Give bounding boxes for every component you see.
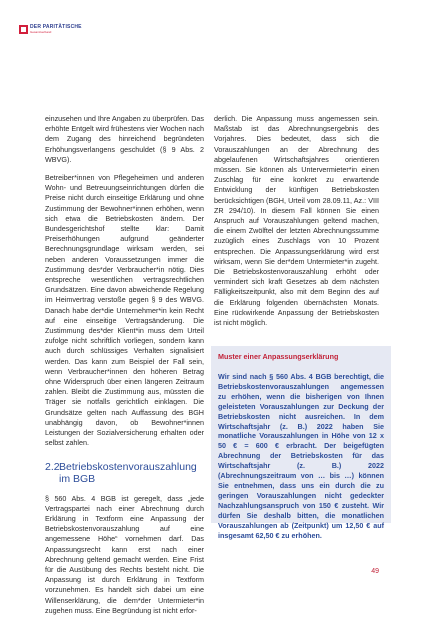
right-column [214, 114, 379, 336]
logo-mark-icon [19, 25, 28, 34]
section-title: Betriebskostenvorauszahlung im BGB [59, 460, 197, 485]
logo-name: DER PARITÄTISCHE [30, 24, 82, 30]
left-paragraph-3: § 560 Abs. 4 BGB ist geregelt, dass „jede Vertragspartei nach einer Abrechnung durch Erklärung in Textform eine Anpassung der Betriebskostenvorauszahlung auf eine angemessene Höhe“ vornehmen darf. Das Anpassungsrecht kann erst nach einer Abrechnung geltend gemacht werden. Eine Frist für die Ausübung des Rechts besteht nicht. Die Anpassung ist durch Erklärung in Textform vorzunehmen. Es handelt sich dabei um eine Willenserklärung, die dem*der Untermieter*in zugehen muss. Eine Begründung ist nicht erfor- [45, 493, 204, 615]
page-number: 49 [371, 568, 379, 575]
left-column [45, 114, 204, 624]
publisher-logo [19, 25, 82, 34]
section-number: 2.2. [45, 460, 63, 473]
left-paragraph-1: einzusehen und Ihre Angaben zu überprüfen. Das erhöhte Entgelt wird frühestens vier Wochen nach dem Zugang des hinreichend begründeten Erhöhungsverlangens geschuldet (§ 9 Abs. 2 WBVG). [45, 114, 204, 164]
box-body: Wir sind nach § 560 Abs. 4 BGB berechtigt, die Betriebskostenvorauszahlungen angemessen zu erhöhen, wenn die bisherigen von Ihnen geleisteten Vorauszahlungen zur Deckung der Betriebskosten nicht ausreichen. In dem Wirtschaftsjahr (z. B.) 2022 haben Sie monatliche Vorauszahlungen in Höhe von 12 x 50 € = 600 € erbracht. Der beigefügten Abrechnung der Betriebskosten für das Wirtschaftsjahr (z. B.) 2022 (Abrechnungszeitraum von … bis …) können Sie entnehmen, dass uns ein durch die zu geringen Vorauszahlungen nicht gedeckter Nachzahlungsanspruch von 150 € zusteht. Wir dürfen Sie deshalb bitten, die monatlichen Vorauszahlungen ab (Zeitpunkt) um 12,50 € auf insgesamt 62,50 € zu erhöhen. [218, 372, 384, 540]
left-paragraph-2: Betreiber*innen von Pflegeheimen und anderen Wohn- und Betreuungseinrichtungen dürfen die Preise nicht durch einseitige Erklärung und ohne Zustimmung der Bewohner*innen erhöhen, wenn sich etwa die Betriebskosten ändern. Der Bundesgerichtshof stellte klar: Damit Preiserhöhungen aufgrund geänderter Berechnungsgrundlage wirksam werden, sei neben anderen Voraussetzungen immer die Zustimmung des*der Verbraucher*in nötig. Dies entspreche wesentlichen vertragsrechtlichen Grundsätzen. Eine davon abweichende Regelung im Heimvertrag verstoße gegen § 9 des WBVG. Danach habe der*die Unternehmer*in kein Recht auf eine einseitige Vertragsänderung. Die Zustimmung des*der Klient*in muss dem Urteil zufolge nicht schriftlich vorliegen, sondern kann auch durch schlüssiges Verhalten signalisiert werden. Das kann zum Beispiel der Fall sein, wenn Verbraucher*innen den höheren Betrag ohne Widerspruch über einen längeren Zeitraum zahlen. Bleibt die Zustimmung aus, müssten die Träger sie notfalls gerichtlich einklagen. Die Grundsätze gelten nach Auffassung des BGH unabhängig davon, ob Bewohner*innen Leistungen der Sozialversicherung erhalten oder selbst zahlen. [45, 173, 204, 448]
right-paragraph-1: derlich. Die Anpassung muss angemessen sein. Maßstab ist das Abrechnungsergebnis des Vorjahres. Dies bedeutet, dass sich die Vorauszahlungen an der Abrechnung des abgelaufenen Wirtschaftsjahres orientieren müssen. Sie können als Untervermieter*in einen Zuschlag für eine konkret zu erwartende Entwicklung der künftigen Betriebskosten berücksichtigen (BGH, Urteil vom 28.09.11, Az.: VIII ZR 294/10). In diesem Fall können Sie einen Anspruch auf Vorauszahlungen geltend machen, die einem Zwölftel der letzten Abrechnungssumme zuzüglich eines Zuschlags von 10 Prozent entsprechen. Die Anpassungserklärung wird erst wirksam, wenn Sie der*dem Untermieter*in zugeht. Die Betriebskostenvorauszahlung erhöht oder vermindert sich kraft Gesetzes ab dem nächsten Fälligkeitszeitpunkt, also mit dem Beginn des auf die Erklärung folgenden übernächsten Monats. Eine rückwirkende Anpassung der Betriebskosten ist nicht möglich. [214, 114, 379, 328]
box-title: Muster einer Anpassungserklärung [218, 352, 339, 361]
section-heading [45, 461, 204, 486]
sample-declaration-box [211, 346, 391, 540]
logo-text [30, 25, 82, 34]
logo-subline: Gesamtverband [30, 30, 52, 34]
